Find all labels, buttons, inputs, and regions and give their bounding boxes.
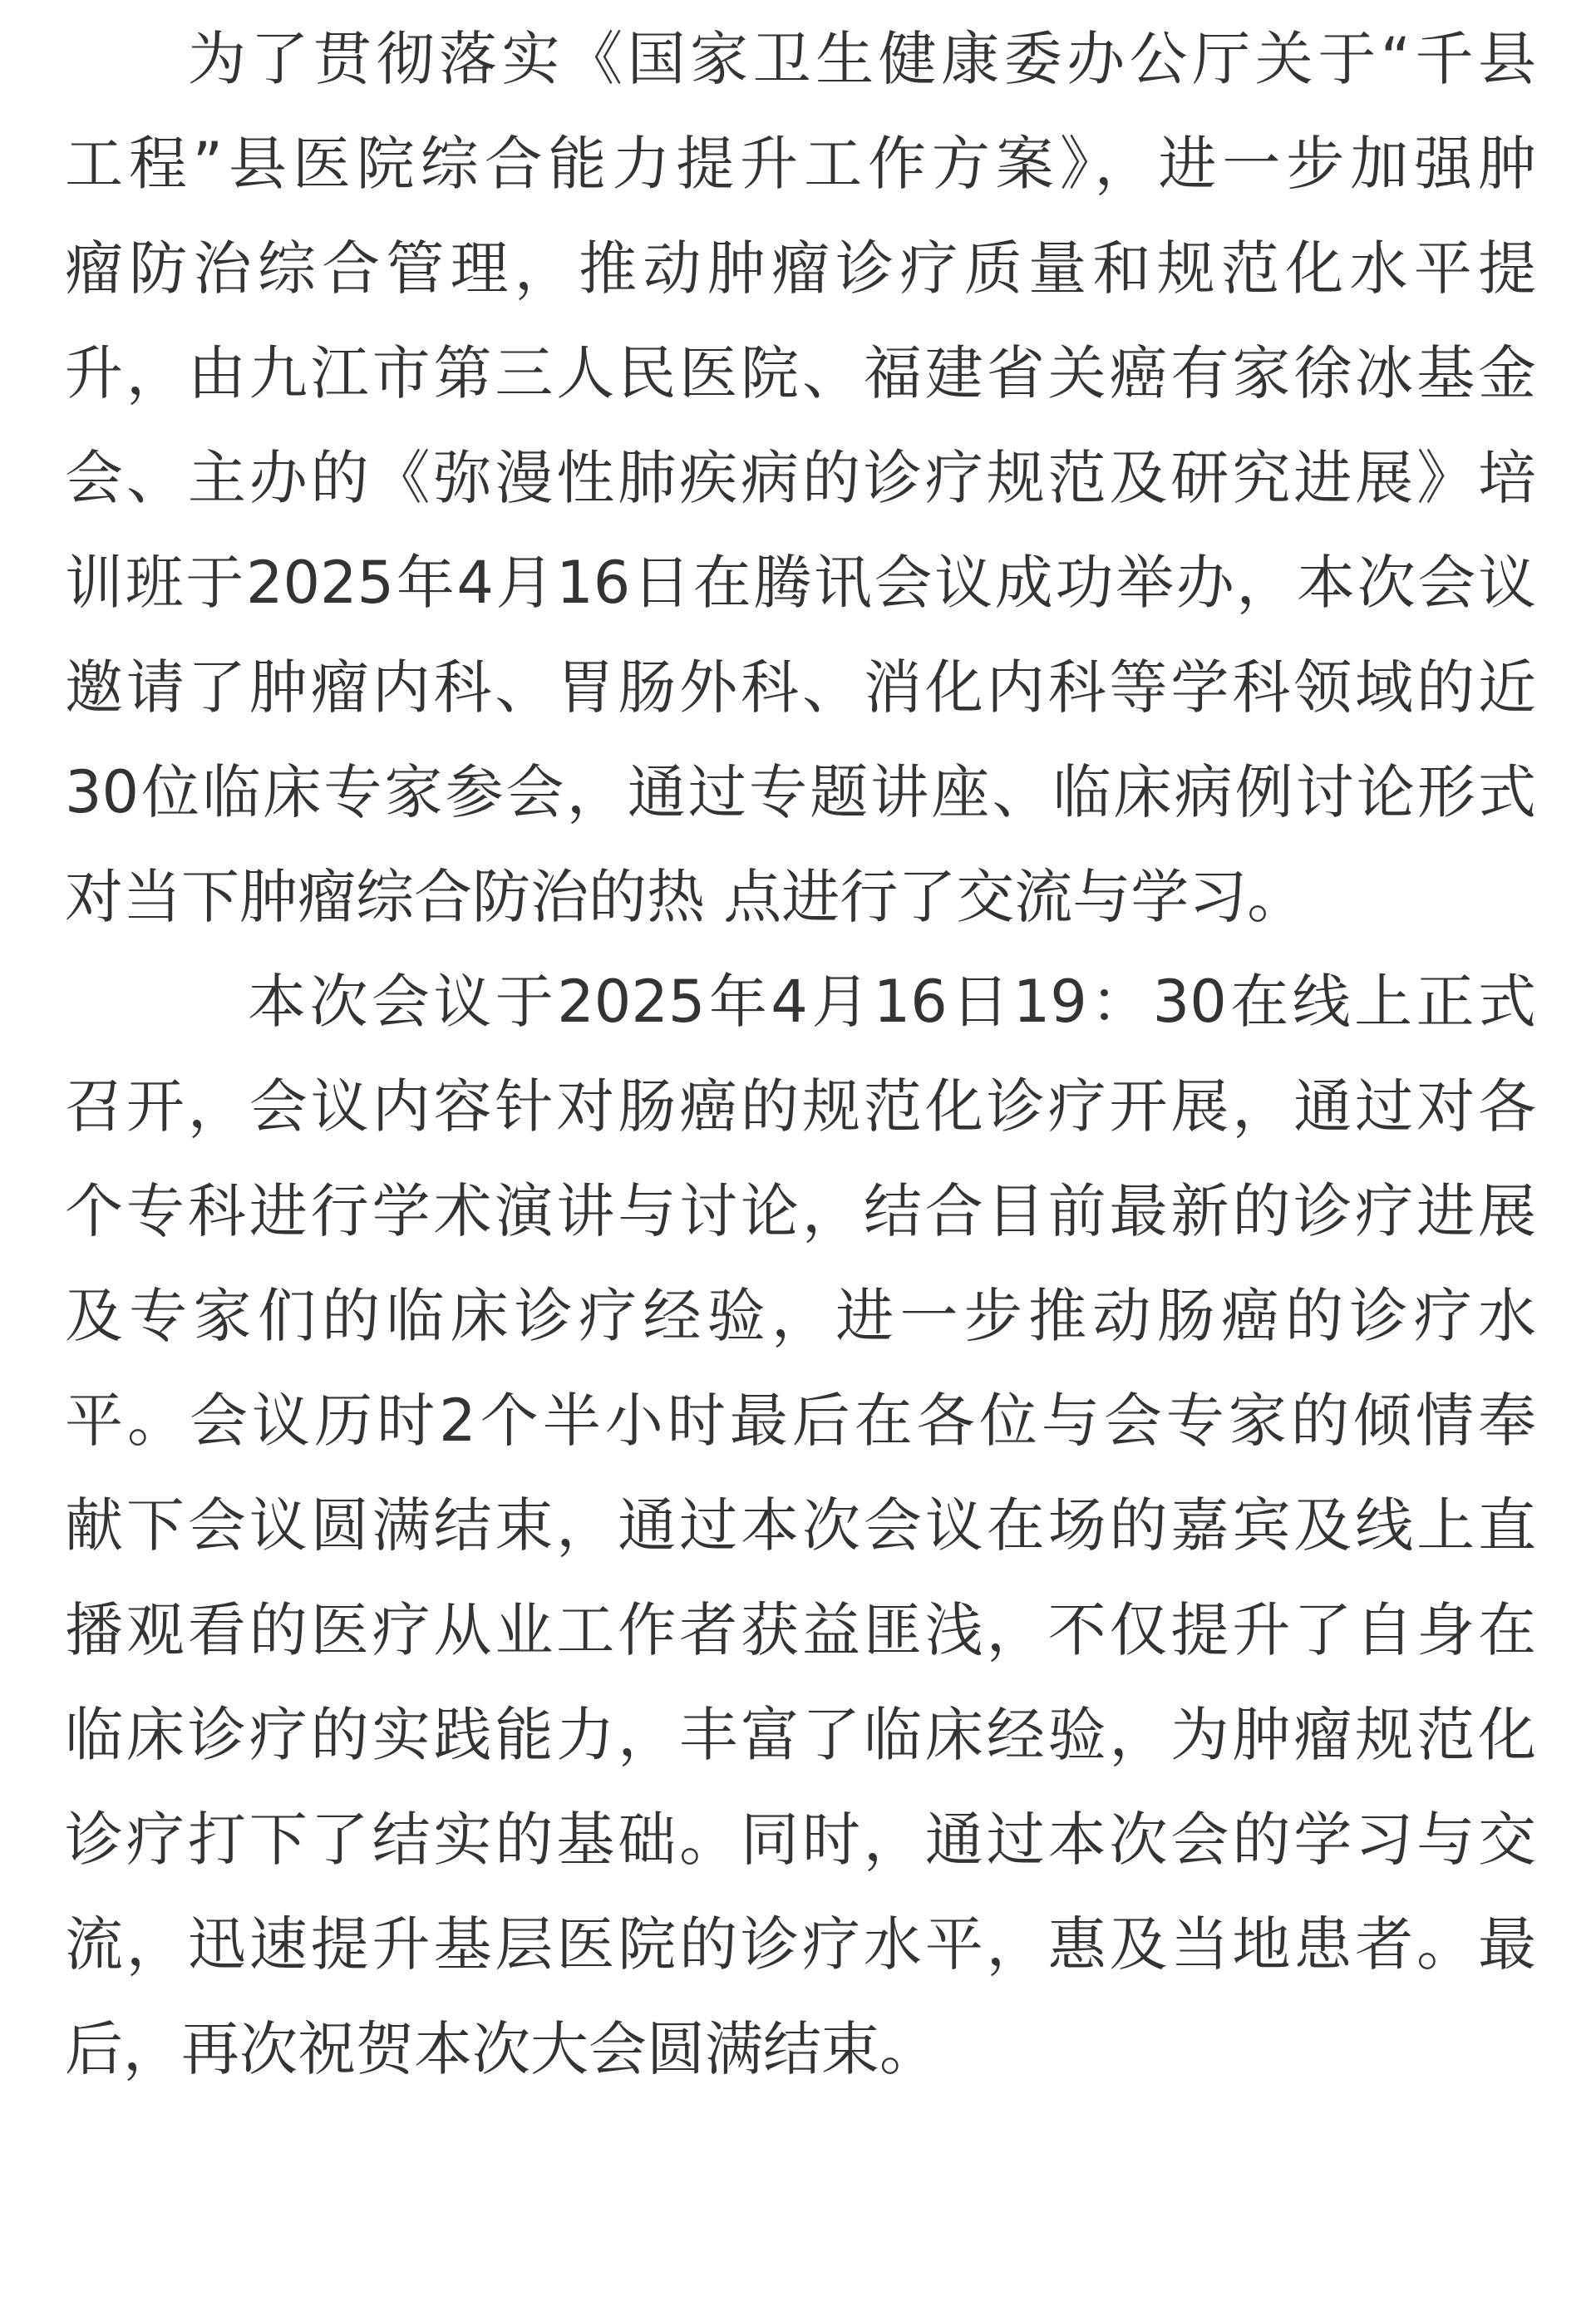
- text-line: 献下会议圆满结束，通过本次会议在场的嘉宾及线上直: [65, 1491, 1536, 1560]
- text-line: 播观看的医疗从业工作者获益匪浅，不仅提升了自身在: [65, 1596, 1536, 1664]
- text-line: 升，由九江市第三人民医院、福建省关癌有家徐冰基金: [65, 339, 1536, 407]
- text-line: 训班于2025年4月16日在腾讯会议成功举办，本次会议: [65, 549, 1536, 617]
- text-line: 为了贯彻落实《国家卫生健康委办公厅关于“千县: [188, 25, 1536, 93]
- text-line: 30位临床专家参会，通过专题讲座、临床病例讨论形式: [65, 758, 1536, 826]
- text-line: 本次会议于2025年4月16日19：30在线上正式: [248, 968, 1536, 1036]
- text-line: 平。会议历时2个半小时最后在各位与会专家的倾情奉: [65, 1387, 1536, 1455]
- text-line: 诊疗打下了结实的基础。同时，通过本次会的学习与交: [65, 1806, 1536, 1874]
- text-line: 召开，会议内容针对肠癌的规范化诊疗开展，通过对各: [65, 1072, 1536, 1141]
- text-line: 个专科进行学术演讲与讨论，结合目前最新的诊疗进展: [65, 1177, 1536, 1245]
- text-line: 流，迅速提升基层医院的诊疗水平，惠及当地患者。最: [65, 1910, 1536, 1978]
- text-line: 瘤防治综合管理，推动肿瘤诊疗质量和规范化水平提: [65, 234, 1536, 303]
- text-line: 邀请了肿瘤内科、胃肠外科、消化内科等学科领域的近: [65, 653, 1536, 722]
- text-line: 及专家们的临床诊疗经验，进一步推动肠癌的诊疗水: [65, 1282, 1536, 1350]
- text-line: 对当下肿瘤综合防治的热 点进行了交流与学习。: [65, 863, 1306, 931]
- text-line: 工程”县医院综合能力提升工作方案》，进一步加强肿: [65, 130, 1536, 198]
- text-line: 后，再次祝贺本次大会圆满结束。: [65, 2015, 938, 2083]
- text-line: 会、主办的《弥漫性肺疾病的诊疗规范及研究进展》培: [65, 444, 1536, 512]
- text-line: 临床诊疗的实践能力，丰富了临床经验，为肿瘤规范化: [65, 1701, 1536, 1769]
- paragraph-1: [65, 7, 1536, 949]
- paragraph-2: [65, 949, 1536, 2102]
- article-body: [65, 0, 1536, 2102]
